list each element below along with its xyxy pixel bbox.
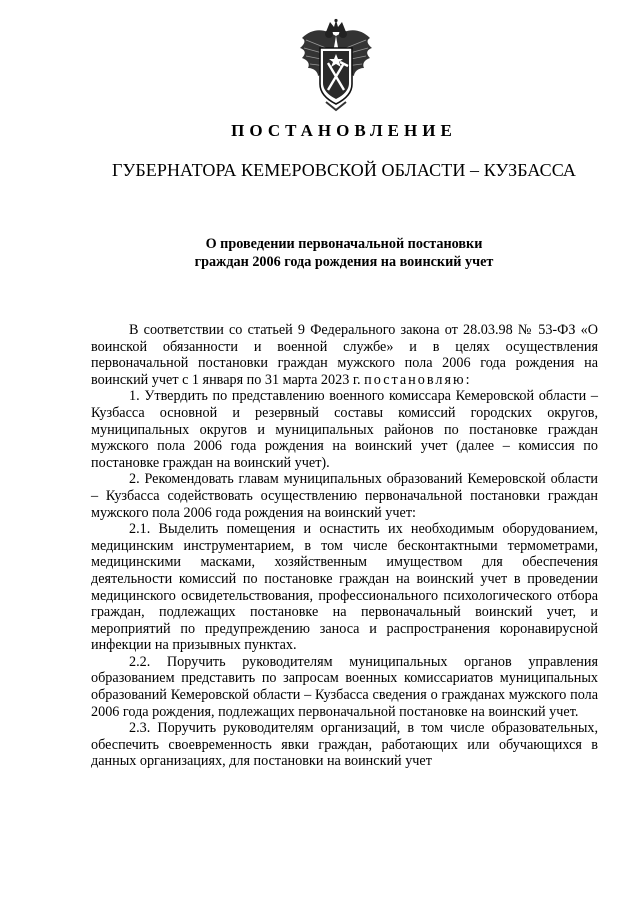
paragraph-item-2-2: 2.2. Поручить руководителям муниципальных органов управления образованием представить по запросам военных комиссариатов муниципальных образований Кемеровской области – Кузбасса сведения о гражданах мужского пола 2006 года рождения, подлежащих первоначальной постановке на воинский учет. <box>91 653 598 720</box>
paragraph-item-2: 2. Рекомендовать главам муниципальных образований Кемеровской области – Кузбасса содействовать осуществлению первоначальной постановки граждан мужского пола 2006 года рождения на воинский учет: <box>91 471 598 521</box>
document-title-line-2: граждан 2006 года рождения на воинский учет <box>194 254 494 270</box>
coat-of-arms-icon <box>296 18 376 114</box>
document-type-heading: ПОСТАНОВЛЕНИЕ <box>231 121 457 140</box>
paragraph-item-2-3: 2.3. Поручить руководителям организаций, в том числе образовательных, обеспечить своевременность явки граждан, работающих или обучающихся в данных организациях, для постановки на воинский учет <box>91 720 598 770</box>
decree-word: постановляю: <box>364 371 472 388</box>
document-body <box>91 322 598 770</box>
issuing-authority: ГУБЕРНАТОРА КЕМЕРОВСКОЙ ОБЛАСТИ – КУЗБАССА <box>111 160 577 180</box>
paragraph-item-1: 1. Утвердить по представлению военного комиссара Кемеровской области – Кузбасса основной и резервный составы комиссий городских округов, муниципальных округов и муниципальных районов по постановке граждан мужского пола 2006 года рождения на воинский учет (далее – комиссия по постановке граждан на воинский учет). <box>91 388 598 471</box>
preamble-paragraph <box>91 322 598 388</box>
paragraph-item-2-1: 2.1. Выделить помещения и оснастить их необходимым оборудованием, медицинским инструментарием, в том числе бесконтактными термометрами, медицинскими масками, хозяйственным имуществом для обеспечения деятельности комиссий по постановке граждан на воинский учет в проведении медицинского освидетельствования, профессионального психологического отбора граждан, подлежащих постановке на первоначальный воинский учет, и мероприятий по предупреждению заноса и распространения коронавирусной инфекции на призывных пунктах. <box>91 521 598 654</box>
document-title-line-1: О проведении первоначальной постановки <box>205 236 483 252</box>
preamble-text: В соответствии со статьей 9 Федерального закона от 28.03.98 № 53-ФЗ «О воинской обязанности и военной службе» и в целях осуществления первоначальной постановки граждан мужского пола 2006 года рождения на воинский учет с 1 января по 31 марта 2023 г. <box>91 322 598 388</box>
document-title <box>130 235 558 271</box>
